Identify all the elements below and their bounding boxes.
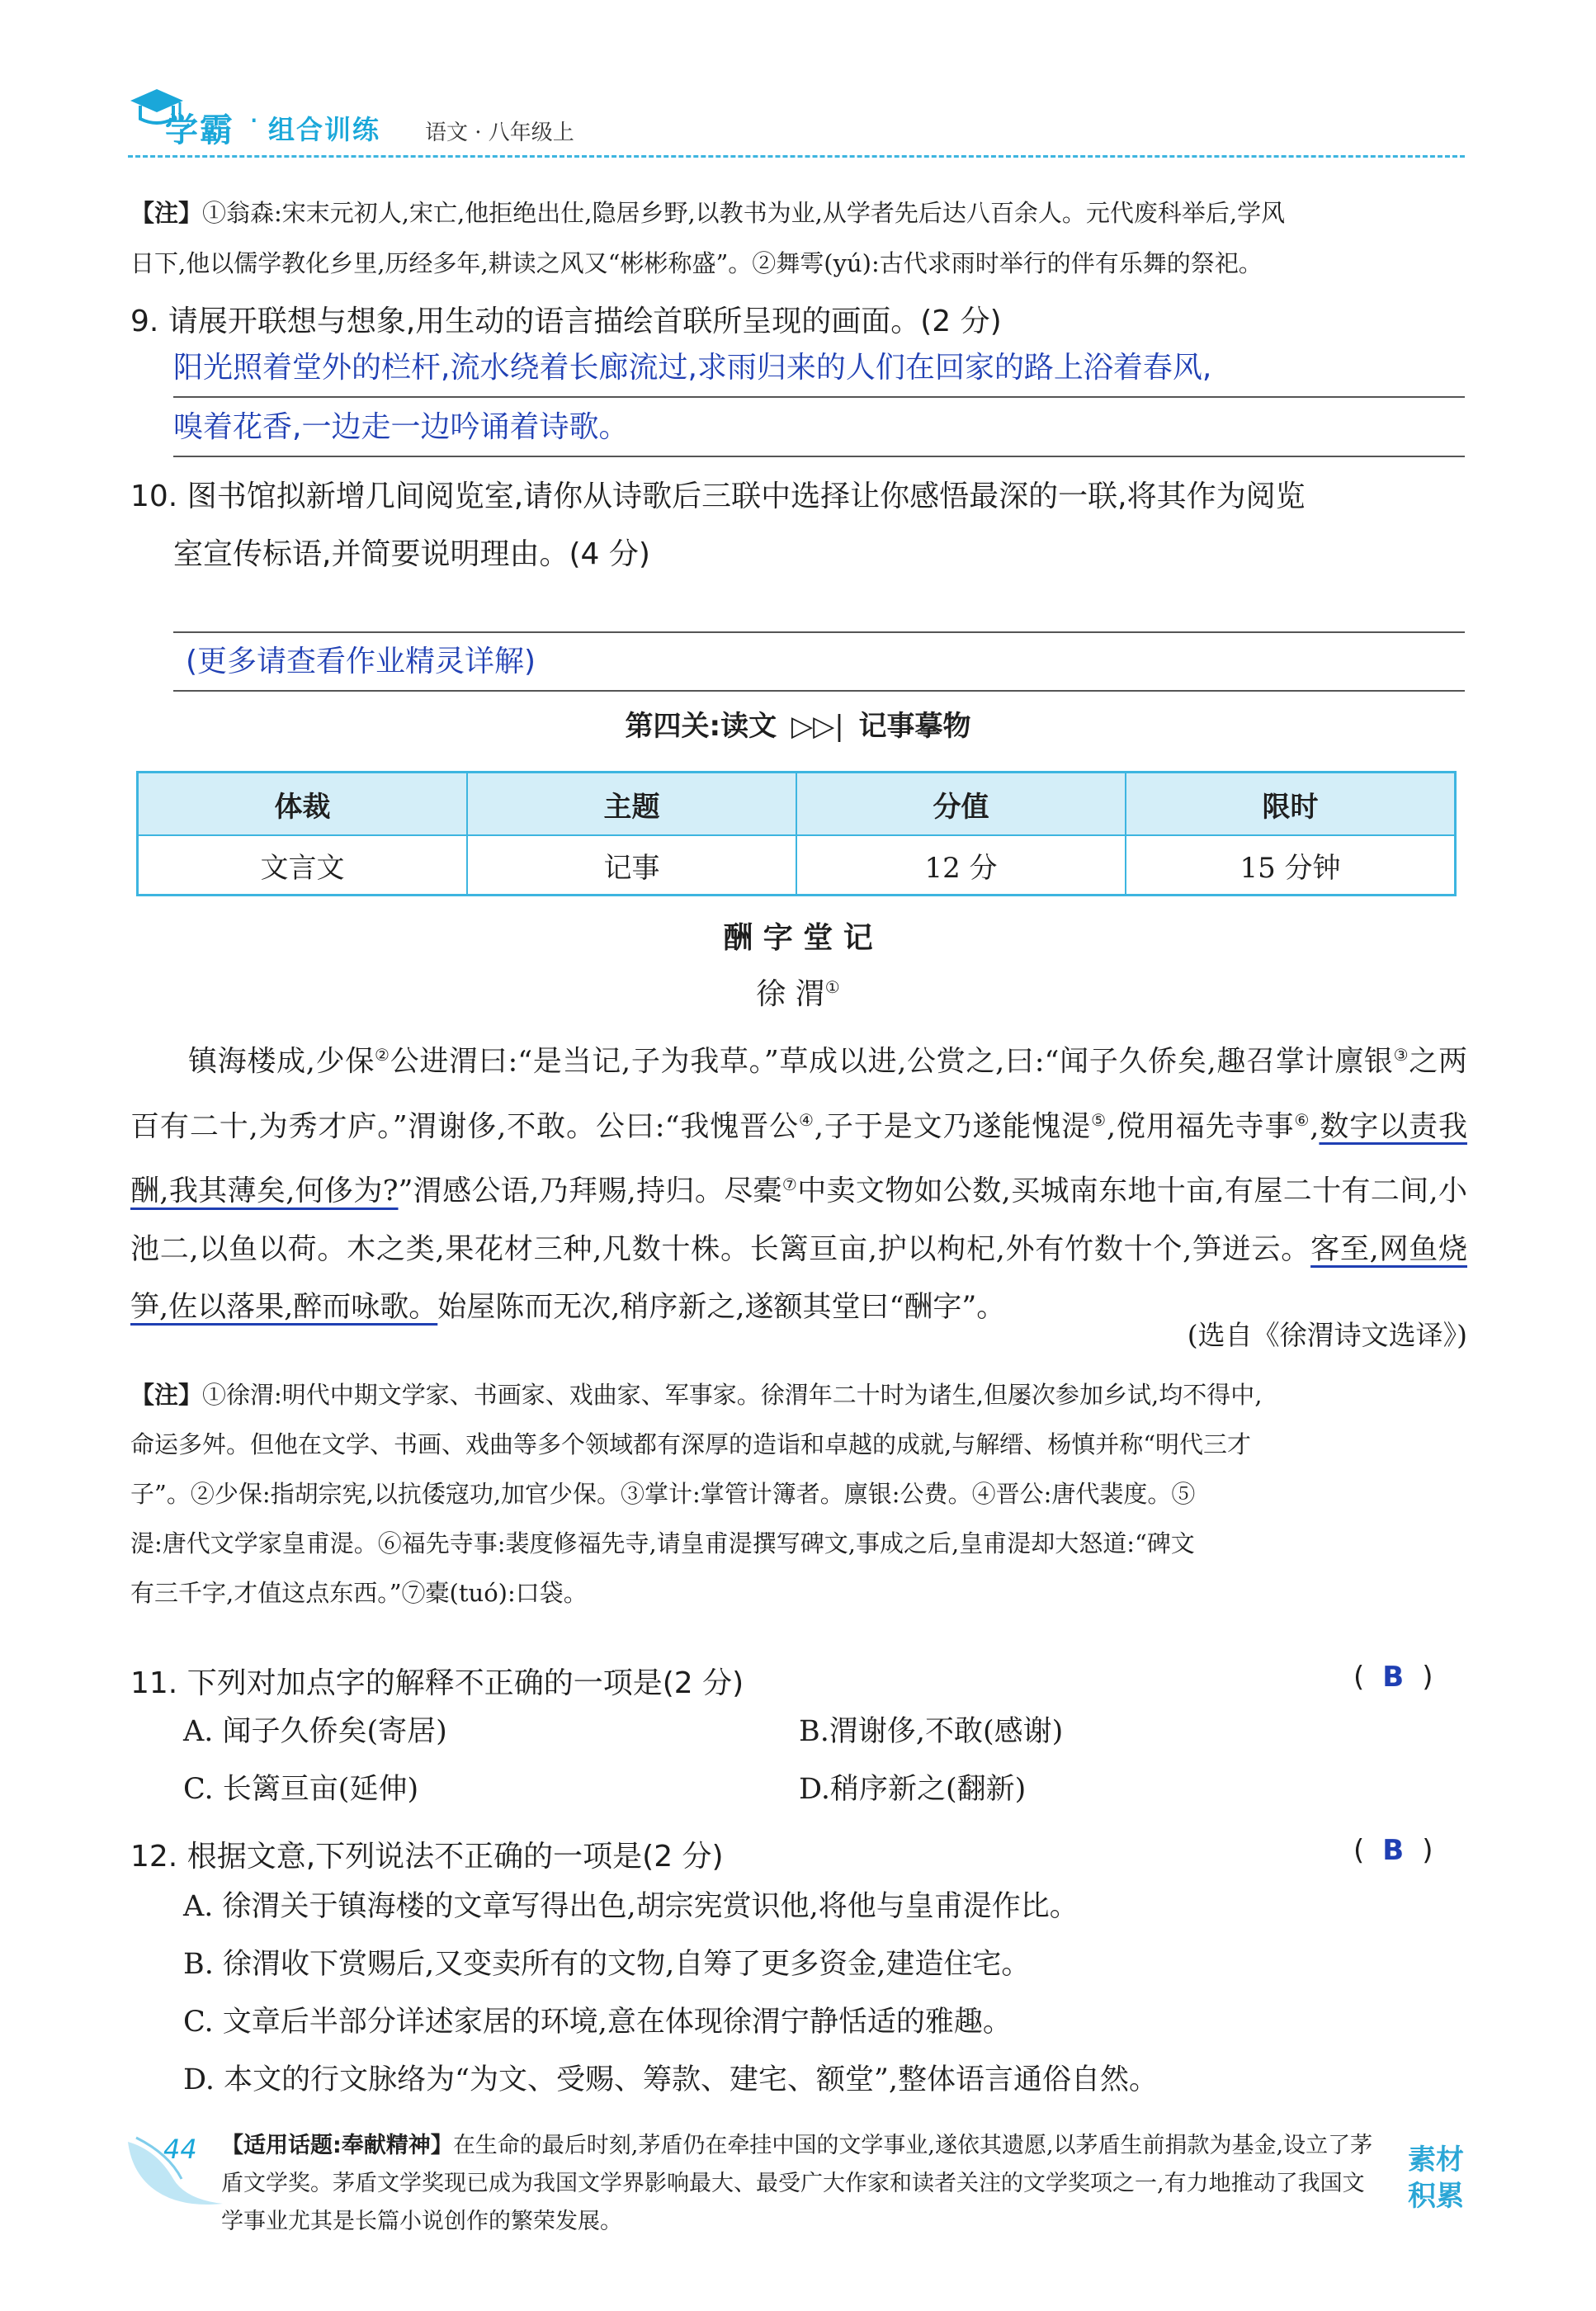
answer-bracket-11: ( B ) [1353,1661,1433,1694]
question-12 [130,1828,724,1886]
subject-grade: 语文 · 八年级上 [425,121,574,145]
info-table [136,771,1457,896]
section-heading [0,703,1596,744]
footnote-ref: ① [824,977,840,997]
passage-title: 酬 字 堂 记 [723,921,873,955]
option-b: B.渭谢侈,不敢(感谢) [799,1715,1064,1748]
option-d: D.稍序新之(翻新) [799,1773,1027,1806]
note-block-1 [130,188,1467,289]
note-line: 子”。②少保:指胡宗宪,以抗倭寇功,加官少保。③掌计:掌管计簿者。廪银:公费。④晋公:唐代裴度。⑤ [130,1480,1196,1508]
note-label: 【注】 [130,1381,203,1409]
underlined-sentence-2: 客至,网鱼烧笋,佐以落果,醉而咏歌。 [130,1232,1467,1324]
table-header-cell: 限时 [1262,790,1319,824]
option-a: A. 徐渭关于镇海楼的文章写得出色,胡宗宪赏识他,将他与皇甫湜作比。 [183,1890,1079,1923]
note-label: 【注】 [130,199,203,227]
badge-line: 素材 [1408,2143,1464,2176]
option-b: B. 徐渭收下赏赐后,又变卖所有的文物,自筹了更多资金,建造住宅。 [183,1948,1031,1981]
footer-body: 在生命的最后时刻,茅盾仍在牵挂中国的文学事业,遂依其遗愿,以茅盾生前捐款为基金,设立了茅盾文学奖。茅盾文学奖现已成为我国文学界影响最大、最受广大作家和读者关注的文学奖项之一,有力地推动了我国文学事业尤其是长篇小说创作的繁荣发展。 [221,2133,1373,2234]
table-cell: 文言文 [139,836,468,894]
answer-9-line-1: 阳光照着堂外的栏杆,流水绕着长廊流过,求雨归来的人们在回家的路上浴着春风, [173,351,1212,385]
badge-line: 积累 [1408,2180,1464,2213]
answer-9-line-2: 嗅着花香,一边走一边吟诵着诗歌。 [173,410,629,444]
passage-paragraph: 镇海楼成,少保②公进渭曰:“是当记,子为我草。”草成以进,公赏之,曰:“闻子久侨矣,趣召掌计廪银③之两百有二十,为秀才庐。”渭谢侈,不敢。公曰:“我愧晋公④,子于是文乃遂能愧湜⑤,傥用福先寺事⑥,数字以责我酬,我其薄矣,何侈为?”渭感公语,乃拜赐,持归。尽橐⑦中卖文物如公数,买城南东地十亩,有屋二十有二间,小池二,以鱼以荷。木之类,果花材三种,凡数十株。长篱亘亩,护以枸杞,外有竹数十个,笋迸云。客至,网鱼烧笋,佐以落果,醉而咏歌。始屋陈而无次,稍序新之,遂额其堂曰“酬字”。 [130,1045,1467,1324]
page-number: 44 [163,2134,197,2165]
table-cell: 记事 [468,836,797,894]
answer-rule [173,456,1465,457]
brand-title: 学霸 [165,111,234,149]
note-line: ①徐渭:明代中期文学家、书画家、戏曲家、军事家。徐渭年二十时为诸生,但屡次参加乡试,均不得中, [202,1381,1263,1409]
question-11 [130,1655,744,1713]
table-row [139,836,1454,894]
answer-bracket-12: ( B ) [1353,1834,1433,1867]
underlined-sentence-1: 数字以责我酬,我其薄矣,何侈为? [130,1110,1467,1208]
note-line: 有三千字,才值这点东西。”⑦橐(tuó):口袋。 [130,1579,588,1607]
question-number: 12. [130,1840,178,1874]
table-header-row [139,773,1454,836]
note-line: 日下,他以儒学教化乡里,历经多年,耕读之风又“彬彬称盛”。②舞雩(yú):古代求雨时举行的伴有乐舞的祭祀。 [130,249,1263,277]
note-line: 湜:唐代文学家皇甫湜。⑥福先寺事:裴度修福先寺,请皇甫湜撰写碑文,事成之后,皇甫湜却大怒道:“碑文 [130,1529,1195,1557]
choice-answer: B [1382,1661,1405,1694]
option-d: D. 本文的行文脉络为“为文、受赐、筹款、建宅、额堂”,整体语言通俗自然。 [183,2063,1158,2096]
author-name: 徐 渭 [756,977,825,1011]
table-header-cell: 体裁 [139,773,468,834]
note-line: ①翁森:宋末元初人,宋亡,他拒绝出仕,隐居乡野,以教书为业,从学者先后达八百余人。元代废科举后,学风 [202,199,1286,227]
option-c: C. 文章后半部分详述家居的环境,意在体现徐渭宁静恬适的雅趣。 [183,2006,1012,2039]
table-cell: 12 分 [797,836,1126,894]
note-line: 命运多舛。但他在文学、书画、戏曲等多个领域都有深厚的造诣和卓越的成就,与解缙、杨慎并称“明代三才 [130,1430,1252,1458]
series-title: 组合训练 [268,114,381,145]
footer-topic-label: 【适用话题:奉献精神】 [221,2133,453,2158]
question-text: 图书馆拟新增几间阅览室,请你从诗歌后三联中选择让你感悟最深的一联,将其作为阅览 [187,480,1306,513]
material-badge [1399,2142,1473,2214]
passage-body [130,1026,1467,1336]
section-subtitle: 记事摹物 [858,710,971,743]
question-text: 根据文意,下列说法不正确的一项是(2 分) [187,1840,724,1874]
option-c: C. 长篱亘亩(延伸) [183,1773,419,1806]
brand-separator: · [249,104,259,138]
choice-answer: B [1382,1834,1405,1867]
note-block-2 [130,1370,1467,1618]
option-a: A. 闻子久侨矣(寄居) [183,1715,447,1748]
passage-author [0,971,1596,1013]
table-cell: 15 分钟 [1239,851,1341,885]
section-title: 第四关:读文 [625,710,777,743]
answer-rule [173,690,1465,692]
question-10 [130,468,1306,526]
table-header-cell: 分值 [797,773,1126,834]
more-details-link[interactable]: (更多请查看作业精灵详解) [186,645,536,678]
header-divider [128,155,1465,158]
passage-source: (选自《徐渭诗文选译》) [1187,1319,1467,1351]
question-number: 10. [130,480,178,513]
section-arrow-icon: ▷▷| [791,710,844,743]
footer-material [221,2127,1385,2241]
question-text: 室宣传标语,并简要说明理由。(4 分) [173,537,650,571]
question-text: 请展开联想与想象,用生动的语言描绘首联所呈现的画面。(2 分) [168,305,1002,338]
question-text: 下列对加点字的解释不正确的一项是(2 分) [187,1666,744,1700]
question-number: 11. [130,1666,178,1700]
table-header-cell: 主题 [468,773,797,834]
question-number: 9. [130,305,159,338]
